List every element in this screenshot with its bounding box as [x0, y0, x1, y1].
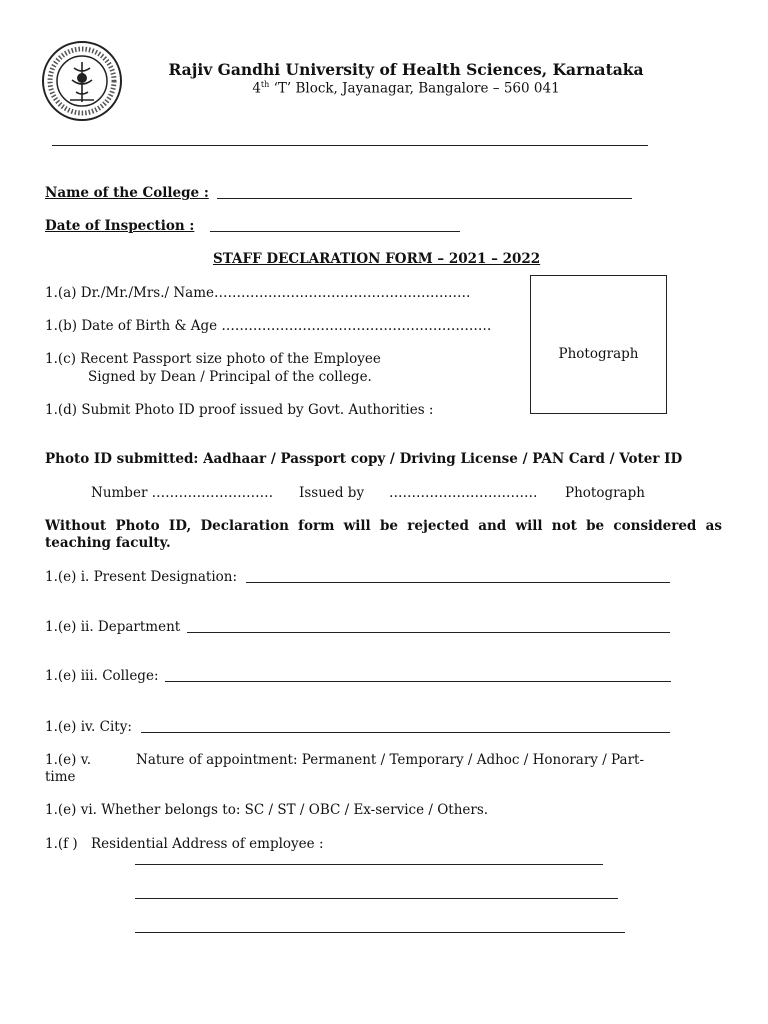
photo-id-item: 1.(d) Submit Photo ID proof issued by Govt. Authorities :	[45, 402, 434, 418]
university-name: Rajiv Gandhi University of Health Sciences, Karnataka	[168, 60, 644, 79]
issued-by-label: Issued by	[299, 485, 365, 501]
photo-item: 1.(c) Recent Passport size photo of the Employee	[45, 351, 381, 367]
photograph-label: Photograph	[558, 346, 639, 362]
header-divider	[52, 145, 648, 146]
university-address: 4th ‘T’ Block, Jayanagar, Bangalore – 560 041	[252, 80, 560, 97]
category-item: 1.(e) vi. Whether belongs to: SC / ST / OBC / Ex-service / Others.	[45, 802, 489, 818]
city-label: 1.(e) iv. City:	[45, 719, 132, 735]
dob-item: 1.(b) Date of Birth & Age ……………………………………………………	[45, 318, 492, 334]
issued-by-field: ……………………………	[389, 485, 538, 501]
inspection-date-field[interactable]	[210, 231, 460, 232]
city-field[interactable]	[141, 732, 670, 733]
designation-label: 1.(e) i. Present Designation:	[45, 569, 238, 585]
appointment-nature-cont: time	[45, 769, 76, 785]
photograph-box	[530, 275, 667, 414]
photo-id-submitted: Photo ID submitted: Aadhaar / Passport copy / Driving License / PAN Card / Voter ID	[45, 451, 683, 467]
department-label: 1.(e) ii. Department	[45, 619, 181, 635]
id-photograph-label: Photograph	[565, 485, 645, 501]
id-number-field: Number ………………………	[91, 485, 274, 501]
college-name-field[interactable]	[217, 198, 632, 199]
address-line-1[interactable]	[135, 864, 603, 865]
name-item: 1.(a) Dr./Mr./Mrs./ Name…………………………………………………	[45, 285, 471, 301]
address-line-3[interactable]	[135, 932, 625, 933]
college-label: 1.(e) iii. College:	[45, 668, 159, 684]
college-name-label: Name of the College :	[45, 185, 209, 201]
address-number: 1.(f )	[45, 836, 78, 852]
appointment-nature: Nature of appointment: Permanent / Temporary / Adhoc / Honorary / Part-	[136, 752, 645, 768]
department-field[interactable]	[187, 632, 670, 633]
appointment-number: 1.(e) v.	[45, 752, 92, 768]
form-title: STAFF DECLARATION FORM – 2021 – 2022	[213, 251, 541, 267]
rejection-warning: Without Photo ID, Declaration form will be rejected and will not be considered as teaching faculty.	[45, 518, 722, 551]
photo-item-note: Signed by Dean / Principal of the college.	[88, 369, 372, 385]
inspection-date-label: Date of Inspection :	[45, 218, 195, 234]
address-line-2[interactable]	[135, 898, 618, 899]
designation-field[interactable]	[246, 582, 670, 583]
address-label: Residential Address of employee :	[91, 836, 324, 852]
college-field[interactable]	[165, 681, 671, 682]
